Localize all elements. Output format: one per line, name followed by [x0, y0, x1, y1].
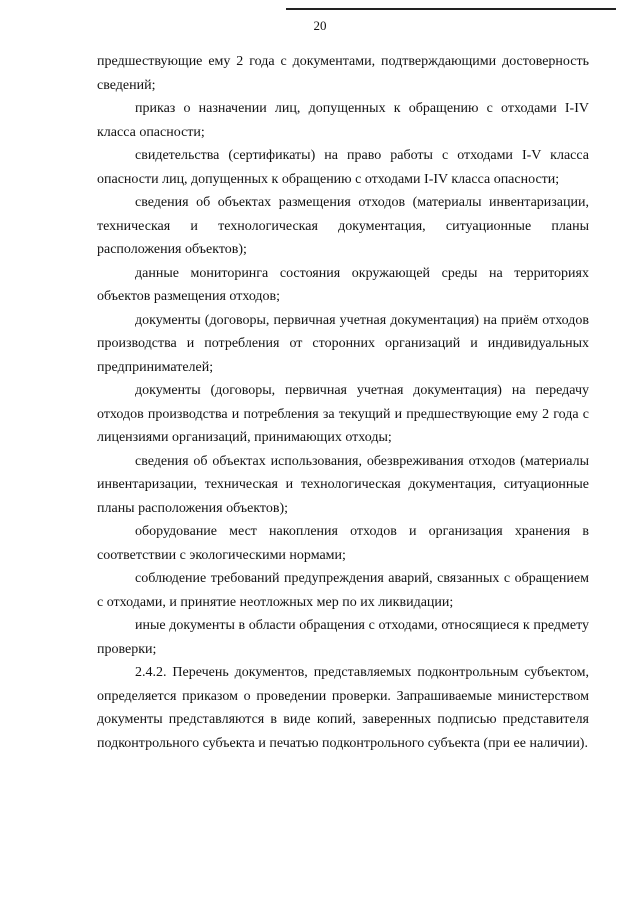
- paragraph-list-item: оборудование мест накопления отходов и организация хранения в соответствии с экологическими нормами;: [97, 524, 589, 563]
- paragraph-list-item: сведения об объектах размещения отходов (материалы инвентаризации, техническая и технологическая документация, ситуационные планы расположения объектов);: [97, 195, 589, 257]
- header-rule: [286, 8, 616, 10]
- paragraph-list-item: иные документы в области обращения с отходами, относящиеся к предмету проверки;: [97, 618, 589, 657]
- paragraph-list-item: сведения об объектах использования, обезвреживания отходов (материалы инвентаризации, техническая и технологическая документация, ситуационные планы расположения объектов);: [97, 453, 589, 516]
- page-number: 20: [313, 18, 327, 33]
- document-body: [97, 50, 589, 755]
- paragraph-list-item: документы (договоры, первичная учетная документация) на передачу отходов производства и потребления за текущий и предшествующие ему 2 года с лицензиями организаций, принимающих отходы;: [97, 383, 589, 445]
- paragraph-list-item: соблюдение требований предупреждения аварий, связанных с обращением с отходами, и принятие неотложных мер по их ликвидации;: [97, 571, 589, 610]
- paragraph-list-item: документы (договоры, первичная учетная документация) на приём отходов производства и потребления от сторонних организаций и индивидуальных предпринимателей;: [97, 312, 589, 375]
- paragraph-list-item: приказ о назначении лиц, допущенных к обращению с отходами I-IV класса опасности;: [97, 101, 589, 140]
- paragraph-list-item: данные мониторинга состояния окружающей среды на территориях объектов размещения отходов;: [97, 265, 589, 304]
- paragraph-list-item: свидетельства (сертификаты) на право работы с отходами I-V класса опасности лиц, допущенных к обращению с отходами I-IV класса опасности;: [97, 148, 589, 187]
- paragraph-continuation: предшествующие ему 2 года с документами, подтверждающими достоверность сведений;: [97, 54, 589, 93]
- paragraph-section-2-4-2: 2.4.2. Перечень документов, представляемых подконтрольным субъектом, определяется приказом о проведении проверки. Запрашиваемые министерством документы представляются в виде копий, заверенных подписью представителя подконтрольного субъекта и печатью подконтрольного субъекта (при ее наличии).: [97, 665, 589, 751]
